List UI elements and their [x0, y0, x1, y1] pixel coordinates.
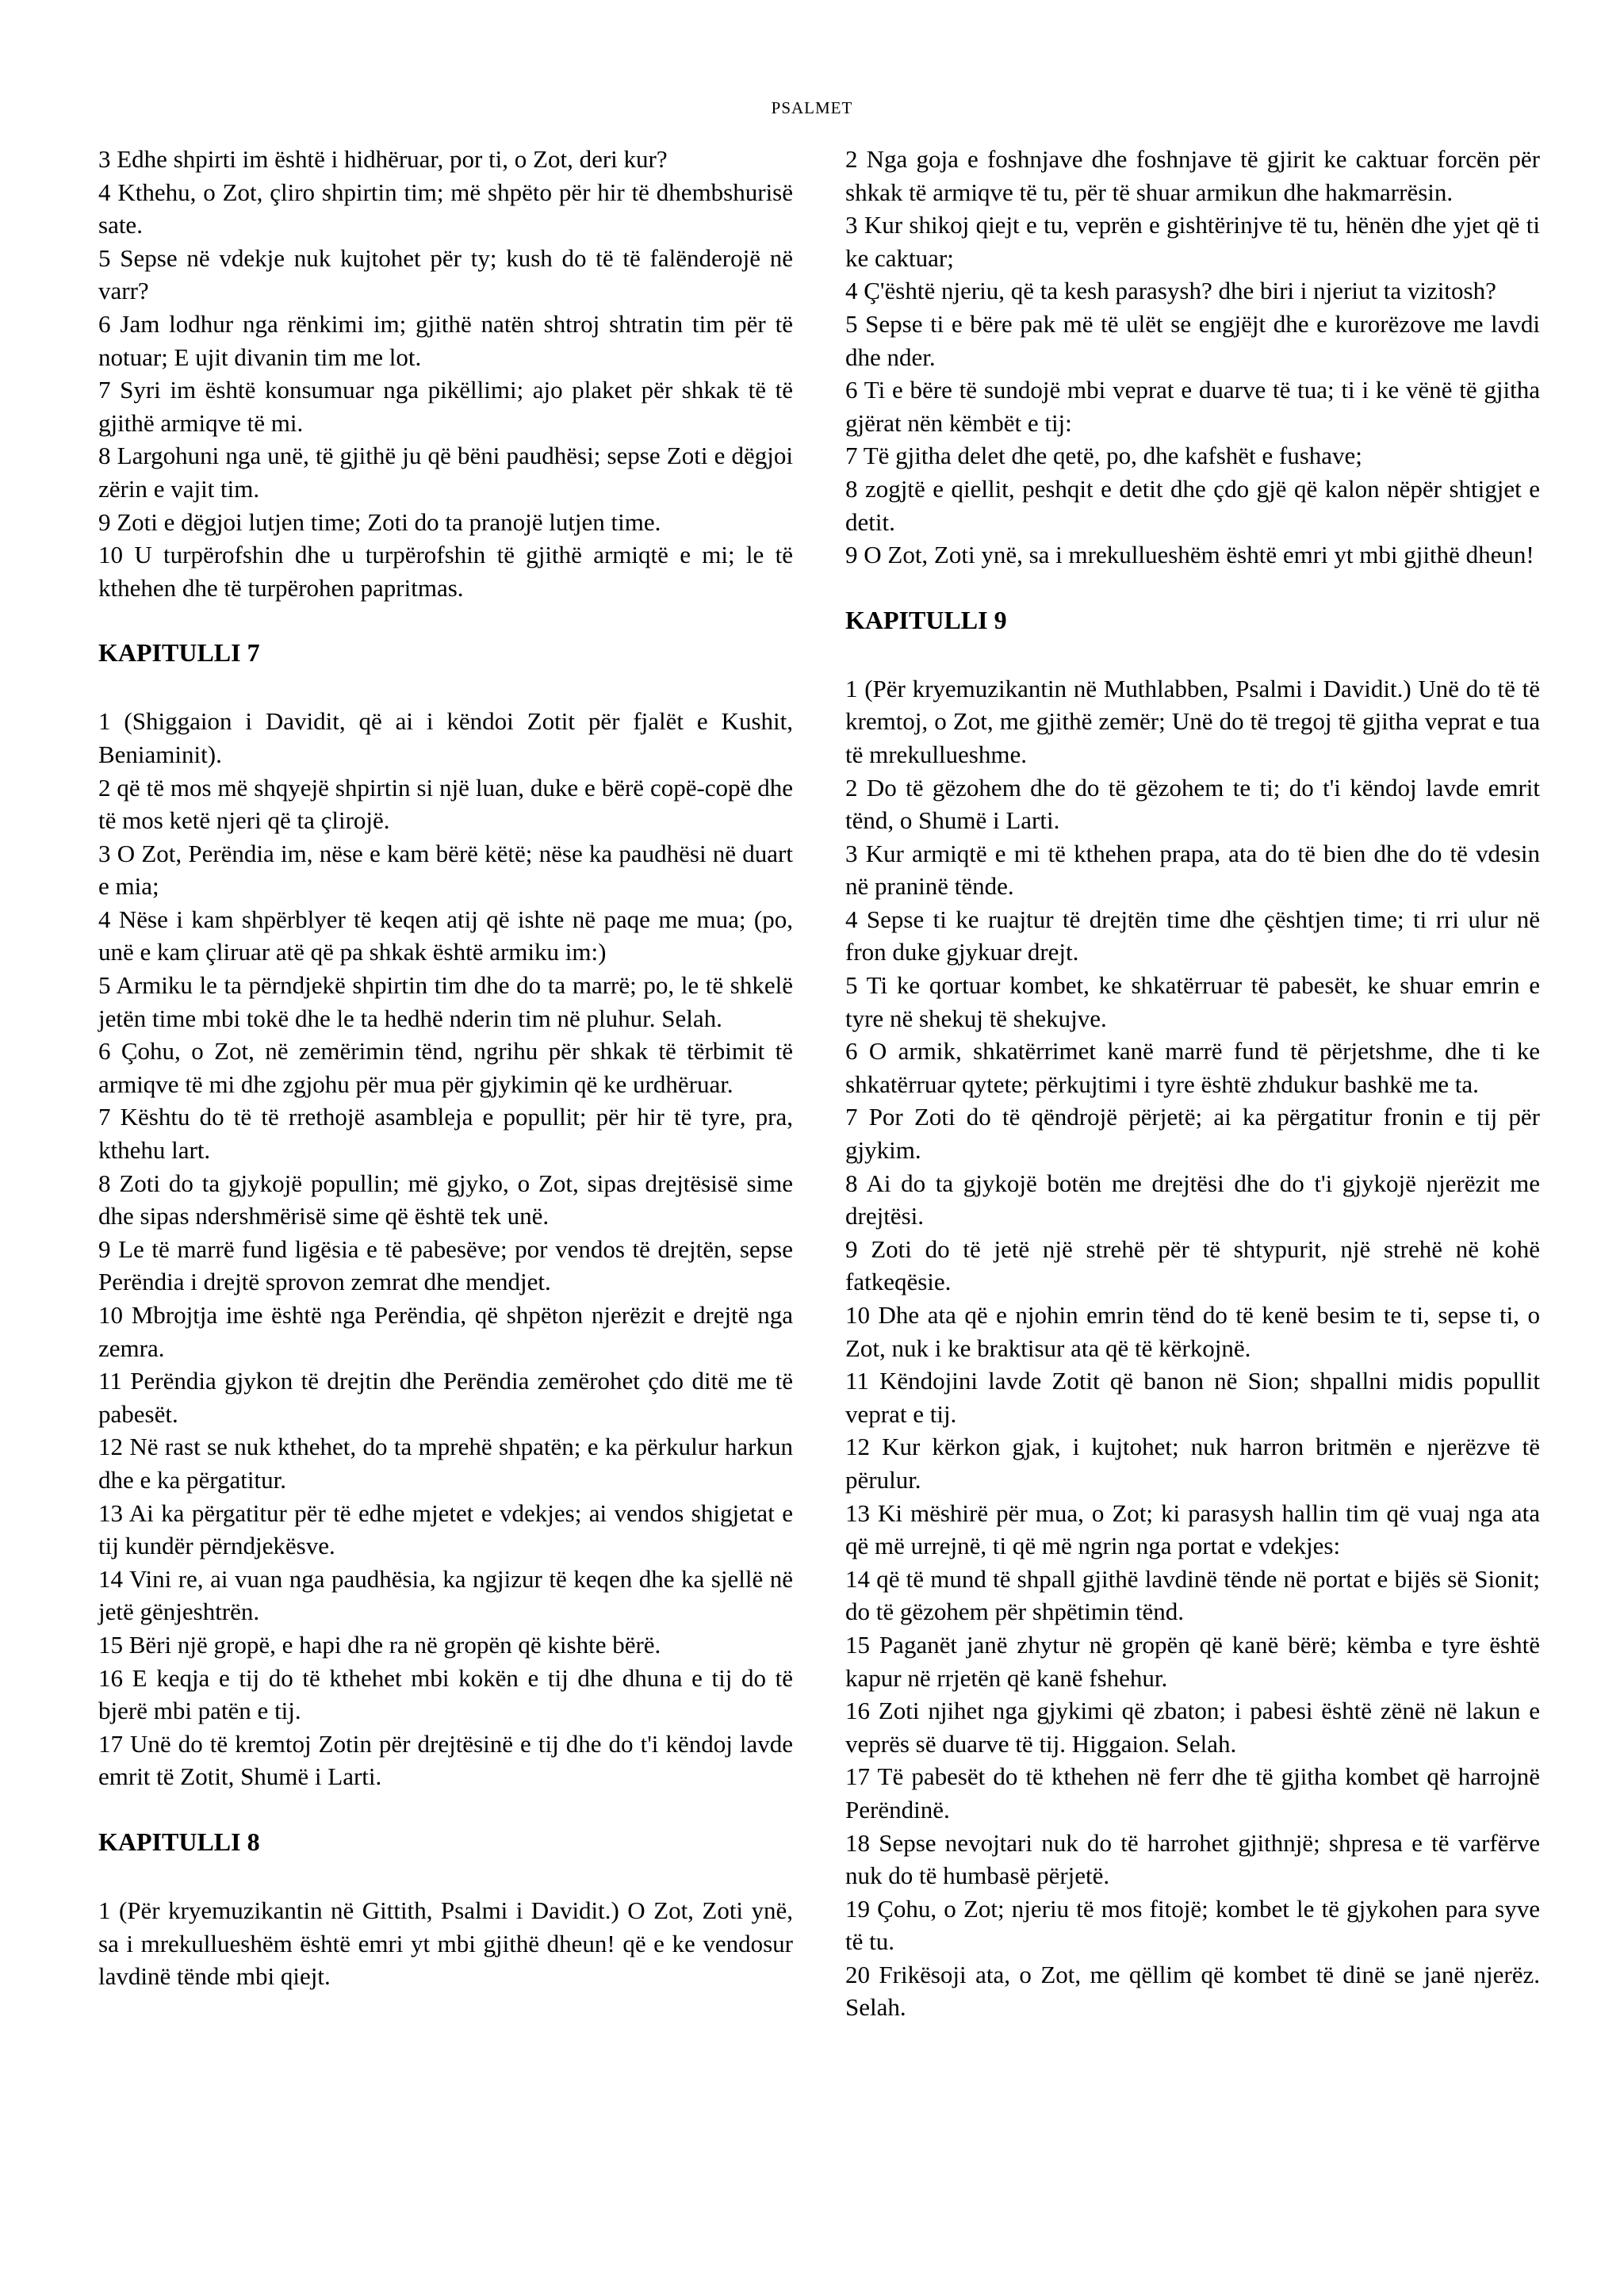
- verse: 4 Kthehu, o Zot, çliro shpirtin tim; më shpëto për hir të dhembshurisë sate.: [98, 178, 793, 239]
- right-column: [845, 143, 1540, 2024]
- verse: 3 O Zot, Perëndia im, nëse e kam bërë këtë; nëse ka paudhësi në duart e mia;: [98, 839, 793, 901]
- verse: 4 Nëse i kam shpërblyer të keqen atij që ishte në paqe me mua; (po, unë e kam çliruar atë që pa shkak është armiku im:): [98, 905, 793, 966]
- verse: 19 Çohu, o Zot; njeriu të mos fitojë; kombet le të gjykohen para syve të tu.: [845, 1894, 1540, 1956]
- running-header: PSALMET: [771, 98, 853, 117]
- verse: 15 Paganët janë zhytur në gropën që kanë bërë; këmba e tyre është kapur në rrjetën që kanë fshehur.: [845, 1630, 1540, 1692]
- verse: 8 zogjtë e qiellit, peshqit e detit dhe çdo gjë që kalon nëpër shtigjet e detit.: [845, 474, 1540, 536]
- verse: 10 Mbrojtja ime është nga Perëndia, që shpëton njerëzit e drejtë nga zemra.: [98, 1301, 793, 1362]
- verses-chapter-8-start: [98, 1894, 793, 1993]
- verse: 10 U turpërofshin dhe u turpërofshin të gjithë armiqtë e mi; le të kthehen dhe të turpërohen papritmas.: [98, 541, 793, 602]
- verse: 12 Kur kërkon gjak, i kujtohet; nuk harron britmën e njerëzve të përulur.: [845, 1433, 1540, 1494]
- verse: 12 Në rast se nuk kthehet, do ta mprehë shpatën; e ka përkulur harkun dhe e ka përgatitur.: [98, 1433, 793, 1494]
- verse: 9 O Zot, Zoti ynë, sa i mrekullueshëm është emri yt mbi gjithë dheun!: [845, 541, 1534, 569]
- verse: 11 Këndojini lavde Zotit që banon në Sion; shpallni midis popullit veprat e tij.: [845, 1367, 1540, 1428]
- verse: 14 Vini re, ai vuan nga paudhësia, ka ngjizur të keqen dhe ka sjellë në jetë gënjeshtrën.: [98, 1564, 793, 1626]
- verse: 2 Nga goja e foshnjave dhe foshnjave të gjirit ke caktuar forcën për shkak të armiqve të tu, për të shuar armikun dhe hakmarrësin.: [845, 145, 1540, 206]
- verse: 14 që të mund të shpall gjithë lavdinë tënde në portat e bijës së Sionit; do të gëzohem për shpëtimin tënd.: [845, 1564, 1540, 1626]
- verse: 9 Zoti e dëgjoi lutjen time; Zoti do ta pranojë lutjen time.: [98, 507, 661, 536]
- verse: 13 Ki mëshirë për mua, o Zot; ki parasysh hallin tim që vuaj nga ata që më urrejnë, ti që më ngrin nga portat e vdekjes:: [845, 1498, 1540, 1560]
- verse: 18 Sepse nevojtari nuk do të harrohet gjithnjë; shpresa e të varfërve nuk do të humbasë përjetë.: [845, 1828, 1540, 1890]
- verse: 17 Të pabesët do të kthehen në ferr dhe të gjitha kombet që harrojnë Perëndinë.: [845, 1762, 1540, 1823]
- verse: 3 Kur armiqtë e mi të kthehen prapa, ata do të bien dhe do të vdesin në praninë tënde.: [845, 839, 1540, 901]
- verse: 3 Edhe shpirti im është i hidhëruar, por ti, o Zot, deri kur?: [98, 145, 668, 173]
- chapter-heading-8: KAPITULLI 8: [98, 1827, 260, 1856]
- verse: 2 që të mos më shqyejë shpirtin si një luan, duke e bërë copë-copë dhe të mos ketë njeri që ta çlirojë.: [98, 773, 793, 835]
- verse: 8 Ai do ta gjykojë botën me drejtësi dhe do t'i gjykojë njerëzit me drejtësi.: [845, 1169, 1540, 1230]
- verse: 5 Sepse në vdekje nuk kujtohet për ty; kush do të të falënderojë në varr?: [98, 243, 793, 305]
- verse: 6 Çohu, o Zot, në zemërimin tënd, ngrihu për shkak të tërbimit të armiqve të mi dhe zgjohu për mua për gjykimin që ke urdhëruar.: [98, 1037, 793, 1098]
- verse: 6 Jam lodhur nga rënkimi im; gjithë natën shtroj shtratin tim për të notuar; E ujit divanin tim me lot.: [98, 309, 793, 371]
- verse: 9 Le të marrë fund ligësia e të pabesëve; por vendos të drejtën, sepse Perëndia i drejtë sprovon zemrat dhe mendjet.: [98, 1234, 793, 1296]
- verse: 6 O armik, shkatërrimet kanë marrë fund të përjetshme, dhe ti ke shkatërruar qytete; përkujtimi i tyre është zhdukur bashkë me ta.: [845, 1037, 1540, 1098]
- verses-chapter-9: [845, 672, 1540, 2024]
- verse: 9 Zoti do të jetë një strehë për të shtypurit, një strehë në kohë fatkeqësie.: [845, 1234, 1540, 1296]
- verse: 20 Frikësoji ata, o Zot, me qëllim që kombet të dinë se janë njerëz. Selah.: [845, 1960, 1540, 2022]
- verse: 16 E keqja e tij do të kthehet mbi kokën e tij dhe dhuna e tij do të bjerë mbi patën e tij.: [98, 1663, 793, 1725]
- verses-chapter-6-end: [98, 143, 793, 604]
- verse: 7 Por Zoti do të qëndrojë përjetë; ai ka përgatitur fronin e tij për gjykim.: [845, 1103, 1540, 1165]
- verse: 8 Zoti do ta gjykojë popullin; më gjyko, o Zot, sipas drejtësisë sime dhe sipas ndershmërisë sime që është tek unë.: [98, 1169, 793, 1230]
- verse: 8 Largohuni nga unë, të gjithë ju që bëni paudhësi; sepse Zoti e dëgjoi zërin e vajit tim.: [98, 442, 793, 503]
- verse: 13 Ai ka përgatitur për të edhe mjetet e vdekjes; ai vendos shigjetat e tij kundër përndjekësve.: [98, 1498, 793, 1560]
- verse: 2 Do të gëzohem dhe do të gëzohem te ti; do t'i këndoj lavde emrit tënd, o Shumë i Larti.: [845, 773, 1540, 835]
- verse: 7 Të gjitha delet dhe qetë, po, dhe kafshët e fushave;: [845, 442, 1362, 470]
- left-column: [98, 143, 793, 1993]
- verse: 10 Dhe ata që e njohin emrin tënd do të kenë besim te ti, sepse ti, o Zot, nuk i ke braktisur ata që të kërkojnë.: [845, 1301, 1540, 1362]
- verse: 3 Kur shikoj qiejt e tu, veprën e gishtërinjve të tu, hënën dhe yjet që ti ke caktuar;: [845, 211, 1540, 272]
- chapter-heading-7: KAPITULLI 7: [98, 638, 260, 668]
- verse: 4 Sepse ti ke ruajtur të drejtën time dhe çështjen time; ti rri ulur në fron duke gjykuar drejt.: [845, 905, 1540, 966]
- chapter-heading-9: KAPITULLI 9: [845, 605, 1007, 634]
- verse: 1 (Shiggaion i Davidit, që ai i këndoi Zotit për fjalët e Kushit, Beniaminit).: [98, 707, 793, 768]
- verse: 4 Ç'është njeriu, që ta kesh parasysh? dhe biri i njeriut ta vizitosh?: [845, 277, 1496, 305]
- verse: 1 (Për kryemuzikantin në Muthlabben, Psalmi i Davidit.) Unë do të të kremtoj, o Zot, me gjithë zemër; Unë do të tregoj të gjitha veprat e tua të mrekullueshme.: [845, 674, 1540, 768]
- verse: 17 Unë do të kremtoj Zotin për drejtësinë e tij dhe do t'i këndoj lavde emrit të Zotit, Shumë i Larti.: [98, 1729, 793, 1791]
- verse: 5 Armiku le ta përndjekë shpirtin tim dhe do ta marrë; po, le të shkelë jetën time mbi tokë dhe le ta hedhë nderin tim në pluhur. Selah.: [98, 971, 793, 1032]
- verse: 6 Ti e bëre të sundojë mbi veprat e duarve të tua; ti i ke vënë të gjitha gjërat nën këmbët e tij:: [845, 376, 1540, 437]
- verses-chapter-7: [98, 705, 793, 1793]
- verse: 7 Syri im është konsumuar nga pikëllimi; ajo plaket për shkak të të gjithë armiqve të mi.: [98, 376, 793, 437]
- verse: 7 Kështu do të të rrethojë asambleja e popullit; për hir të tyre, pra, kthehu lart.: [98, 1103, 793, 1165]
- verse: 11 Perëndia gjykon të drejtin dhe Perëndia zemërohet çdo ditë me të pabesët.: [98, 1367, 793, 1428]
- verse: 5 Sepse ti e bëre pak më të ulët se engjëjt dhe e kurorëzove me lavdi dhe nder.: [845, 309, 1540, 371]
- verse: 5 Ti ke qortuar kombet, ke shkatërruar të pabesët, ke shuar emrin e tyre në shekuj të shekujve.: [845, 971, 1540, 1032]
- verse: 15 Bëri një gropë, e hapi dhe ra në gropën që kishte bërë.: [98, 1630, 661, 1659]
- verse: 16 Zoti njihet nga gjykimi që zbaton; i pabesi është zënë në lakun e veprës së duarve të tij. Higgaion. Selah.: [845, 1697, 1540, 1758]
- verse: 1 (Për kryemuzikantin në Gittith, Psalmi i Davidit.) O Zot, Zoti ynë, sa i mrekullueshëm është emri yt mbi gjithë dheun! që e ke vendosur lavdinë tënde mbi qiejt.: [98, 1896, 793, 1991]
- verses-chapter-8-end: [845, 143, 1540, 572]
